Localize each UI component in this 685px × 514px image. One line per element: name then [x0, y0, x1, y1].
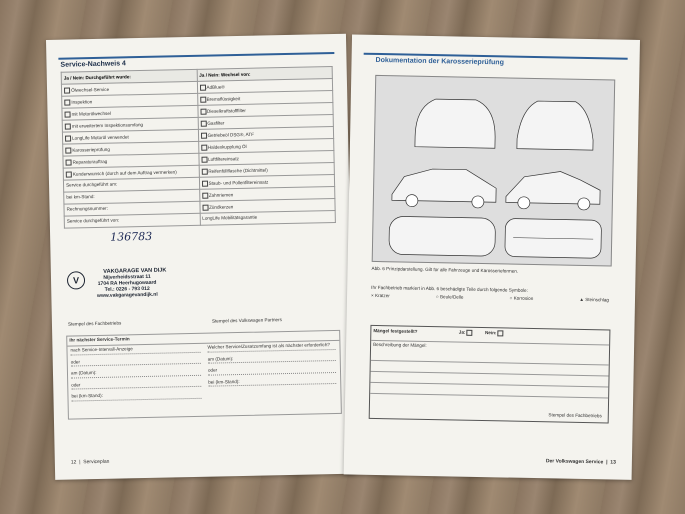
service-right-label: Zündkerzen [208, 203, 234, 210]
figure-caption: Abb. 6 Prinzipdarstellung. Gilt für alle Fahrzeuge und Karosserieformen. [371, 265, 519, 274]
stamp-street: Nijverheidsstraat 11 [103, 273, 151, 281]
symbol-mark-icon: ○ [435, 294, 441, 300]
car-diagram [372, 75, 616, 267]
service-right-cell [200, 210, 336, 225]
symbol-mark-icon: ▲ [579, 296, 586, 302]
left-footer-text: Serviceplan [83, 458, 110, 466]
next-service-line: am (Datum): [71, 369, 201, 378]
symbol-label: Korrosion [513, 295, 534, 301]
car-front-view [517, 101, 594, 150]
left-footer: 12 | Serviceplan [70, 458, 110, 466]
checkbox[interactable] [201, 156, 207, 162]
service-left-label: Service durchgeführt am: [65, 181, 118, 188]
next-service-line: oder [71, 381, 201, 390]
service-right-label: Bremsflüssigkeit [206, 95, 241, 102]
left-page-number: 12 [70, 459, 77, 466]
stamp-caption-left: Stempel des Fachbetriebs [67, 320, 122, 327]
symbol-mark-icon: ○ [509, 295, 514, 301]
checkbox[interactable] [200, 108, 206, 114]
service-left-label: bei km-Stand: [66, 194, 95, 200]
checkbox[interactable] [65, 123, 71, 129]
next-service-line: am (Datum): [208, 355, 336, 364]
service-right-label: Dieselkraftstofffilter [206, 107, 246, 114]
checkbox[interactable] [201, 180, 207, 186]
instruction: Ihr Fachbetrieb markiert in Abb. 6 beschädigte Teile durch folgende Symbole: [371, 284, 528, 293]
left-title: Service-Nachweis 4 [60, 60, 126, 69]
car-rear-view [415, 99, 496, 149]
next-service-line: bei (km-Stand): [71, 392, 201, 401]
symbol-label: Beule/Delle [439, 294, 464, 300]
service-left-label: Rechnungsnummer: [66, 205, 108, 212]
service-right-label: Getriebeöl DSG®, ATF [207, 131, 255, 138]
next-service-line: oder [208, 366, 336, 375]
stamp-city: 1704 RA Heerhugowaard [97, 279, 157, 287]
symbol-item [579, 297, 609, 303]
checkbox[interactable] [65, 147, 71, 153]
checkbox[interactable] [202, 204, 208, 210]
symbol-label: Steinschlag [585, 296, 610, 303]
checkbox[interactable] [200, 132, 206, 138]
service-right-label: LongLife Mobilitätsgarantie [202, 214, 258, 221]
service-right-label: Zahnriemen [208, 191, 234, 198]
symbol-item [371, 293, 390, 298]
checkbox[interactable] [201, 144, 207, 150]
service-left-label: Service durchgeführt von: [66, 217, 120, 224]
form-stamp: Stempel des Fachbetriebs [548, 412, 602, 419]
ja-checkbox[interactable] [467, 330, 473, 336]
symbol-item [436, 294, 464, 300]
stamp-name: VAKGARAGE VAN DIJK [103, 267, 167, 275]
checkbox[interactable] [202, 192, 208, 198]
dealer-stamp [69, 267, 186, 313]
service-left-label: mit Motorölwechsel [71, 110, 111, 117]
right-footer-text: Der Volkswagen Service [545, 458, 604, 466]
service-right-label: AdBlue® [206, 83, 225, 90]
service-table [61, 66, 336, 229]
header-rule [58, 52, 334, 60]
stamp-web: www.vakgaragevandijk.nl [96, 291, 158, 299]
symbol-mark-icon: × [370, 292, 376, 298]
stamp-logo-icon: V [67, 271, 85, 289]
car-top-view [389, 216, 496, 256]
checkbox[interactable] [199, 84, 205, 90]
stamp-caption-right: Stempel des Volkswagen Partners [211, 317, 282, 324]
checkbox[interactable] [66, 171, 72, 177]
service-left-label: Reparaturauftrag [72, 158, 108, 165]
nein-checkbox[interactable] [498, 330, 504, 336]
service-right-label: Luftfiltereinsatz [207, 155, 239, 162]
symbol-item [510, 296, 534, 301]
next-service-line: bei (km-Stand): [208, 378, 336, 387]
symbol-label: Kratzer [374, 292, 390, 299]
form-question: Mängel festgestellt? [373, 328, 418, 335]
service-right-label: Haldexkupplung Öl [207, 143, 247, 150]
checkbox[interactable] [200, 96, 206, 102]
col-left-header: Ja / Nein: Durchgeführt wurde: [61, 69, 197, 84]
service-left-cell [64, 213, 200, 228]
service-right-label: Reifenfüllflasche (Dichtmittel) [208, 167, 268, 174]
legend [371, 285, 609, 303]
checkbox[interactable] [201, 168, 207, 174]
service-right-label: Staub- und Pollenfiltereinsatz [208, 179, 269, 186]
col-right-header: Ja / Nein: Wechsel von: [197, 67, 333, 82]
service-left-label: Kundenwunsch (durch auf dem Auftrag vermerken) [72, 169, 177, 177]
next-service-line: Welcher Service/Zusatzumfang ist als nächster erforderlich? [207, 343, 335, 352]
checkbox[interactable] [65, 135, 71, 141]
service-left-label: Inspektion [71, 98, 93, 105]
service-left-label: Karosserieprüfung [72, 146, 110, 153]
right-title: Dokumentation der Karosserieprüfung [375, 56, 504, 67]
service-left-label: LongLife Motoröl verwendet [71, 134, 129, 141]
checkbox[interactable] [200, 120, 206, 126]
right-footer: Der Volkswagen Service | 13 [545, 458, 616, 466]
ja-label: Ja: [458, 329, 466, 335]
nein-label: Nein: [484, 330, 497, 336]
right-page-number: 13 [610, 459, 616, 466]
checkbox[interactable] [64, 99, 70, 105]
service-right-label: Gasfilter [207, 120, 225, 126]
right-page [344, 34, 640, 479]
next-service-line: oder [71, 357, 201, 366]
next-service-box [66, 330, 342, 420]
service-left-label: mit erweitertem Inspektionsumfang [71, 121, 144, 129]
checkbox[interactable] [64, 87, 70, 93]
checkbox[interactable] [65, 159, 71, 165]
form-desc: Beschreibung der Mängel: [373, 341, 427, 348]
defect-form [369, 325, 611, 424]
left-page [46, 34, 355, 480]
next-header: Ihr nächster Service-Termin [67, 331, 339, 346]
checkbox[interactable] [64, 111, 70, 117]
next-service-line: nach Service-Intervall-Anzeige [70, 346, 200, 355]
km-handwritten: 136783 [110, 229, 153, 244]
service-left-label: Ölwechsel-Service [70, 86, 110, 93]
stamp-phone: Tel.: 0226 - 793 012 [104, 285, 150, 293]
